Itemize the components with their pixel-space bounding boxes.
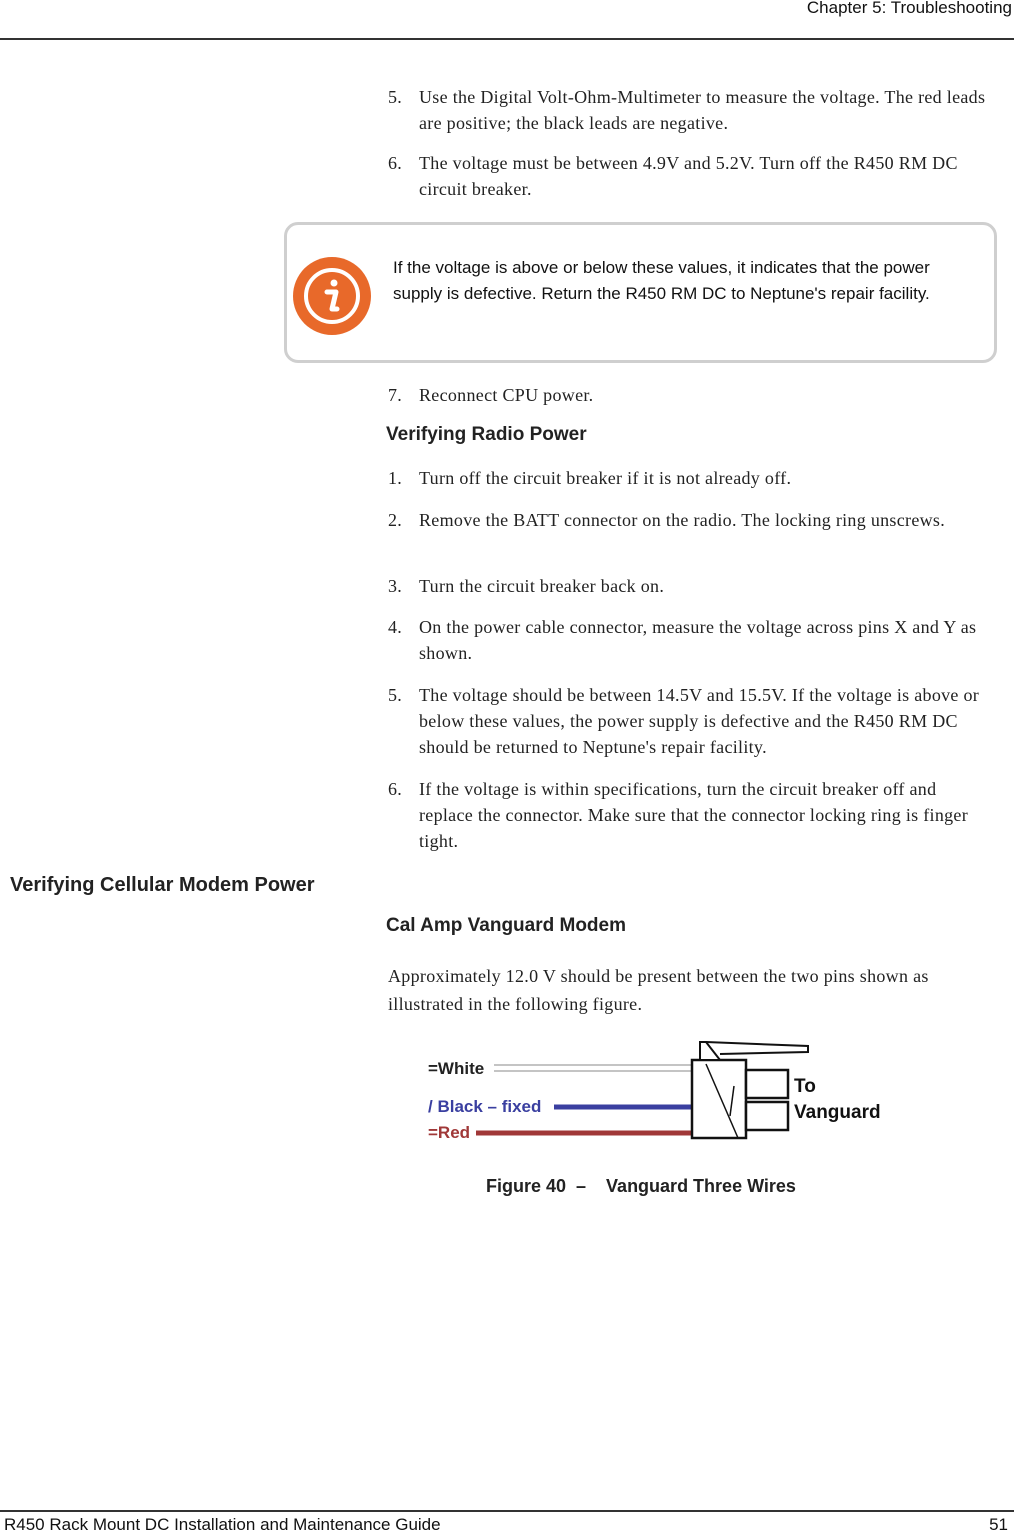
- step-number: 6.: [388, 153, 403, 173]
- to-label: To: [794, 1076, 816, 1097]
- step-text: If the voltage is within specifications, turn the circuit breaker off and replace the connector. Make sure that the connector locking ring is finger tight.: [419, 779, 968, 851]
- step-number: 7.: [388, 385, 403, 405]
- footer-bar: [0, 1510, 1014, 1512]
- list-item: [388, 776, 1008, 854]
- wire-label-red: =Red: [428, 1123, 471, 1142]
- list-item: [388, 84, 1008, 136]
- step-number: 2.: [388, 510, 403, 530]
- step-number: 3.: [388, 576, 403, 596]
- list-item: [388, 382, 1008, 408]
- wiring-figure: [424, 1036, 904, 1148]
- step-number: 5.: [388, 685, 403, 705]
- step-text: The voltage must be between 4.9V and 5.2V. Turn off the R450 RM DC circuit breaker.: [419, 153, 958, 199]
- step-text: Remove the BATT connector on the radio. The locking ring unscrews.: [419, 510, 946, 530]
- connector-diagram: [424, 1036, 904, 1148]
- step-text: The voltage should be between 14.5V and 15.5V. If the voltage is above or below these values, the power supply is defective and the R450 RM DC should be returned to Neptune's repair facility.: [419, 685, 980, 757]
- subsection-heading: Cal Amp Vanguard Modem: [386, 915, 626, 936]
- section-heading: Verifying Cellular Modem Power: [10, 874, 315, 896]
- step-number: 5.: [388, 87, 403, 107]
- note-text: If the voltage is above or below these values, it indicates that the power supply is defective. Return the R450 RM DC to Neptune's repair facility.: [393, 258, 930, 303]
- list-item: [388, 573, 1008, 599]
- step-number: 6.: [388, 779, 403, 799]
- vanguard-label: Vanguard: [794, 1102, 881, 1123]
- footer-title: R450 Rack Mount DC Installation and Maintenance Guide: [4, 1515, 441, 1534]
- list-item: [388, 507, 1008, 533]
- step-number: 1.: [388, 468, 403, 488]
- list-item: [388, 614, 1008, 666]
- step-text: On the power cable connector, measure the voltage across pins X and Y as shown.: [419, 617, 977, 663]
- note-box: [284, 222, 997, 363]
- info-icon: [291, 255, 373, 337]
- body-paragraph: Approximately 12.0 V should be present between the two pins shown as illustrated in the following figure.: [388, 966, 929, 1014]
- page-number: 51: [989, 1515, 1008, 1534]
- figure-caption: Figure 40 – Vanguard Three Wires: [486, 1176, 796, 1196]
- section-heading: Verifying Radio Power: [386, 424, 587, 445]
- chapter-title: Chapter 5: Troubleshooting: [806, 0, 1012, 17]
- list-item: [388, 465, 1008, 491]
- list-item: [388, 150, 1008, 202]
- step-text: Turn the circuit breaker back on.: [419, 576, 665, 596]
- step-text: Turn off the circuit breaker if it is not already off.: [419, 468, 792, 488]
- wire-label-white: =White: [428, 1059, 485, 1078]
- step-number: 4.: [388, 617, 403, 637]
- list-item: [388, 682, 1008, 760]
- step-text: Use the Digital Volt-Ohm-Multimeter to measure the voltage. The red leads are positive; the black leads are negative.: [419, 87, 986, 133]
- wire-label-black: / Black – fixed: [428, 1097, 542, 1116]
- step-text: Reconnect CPU power.: [419, 385, 594, 405]
